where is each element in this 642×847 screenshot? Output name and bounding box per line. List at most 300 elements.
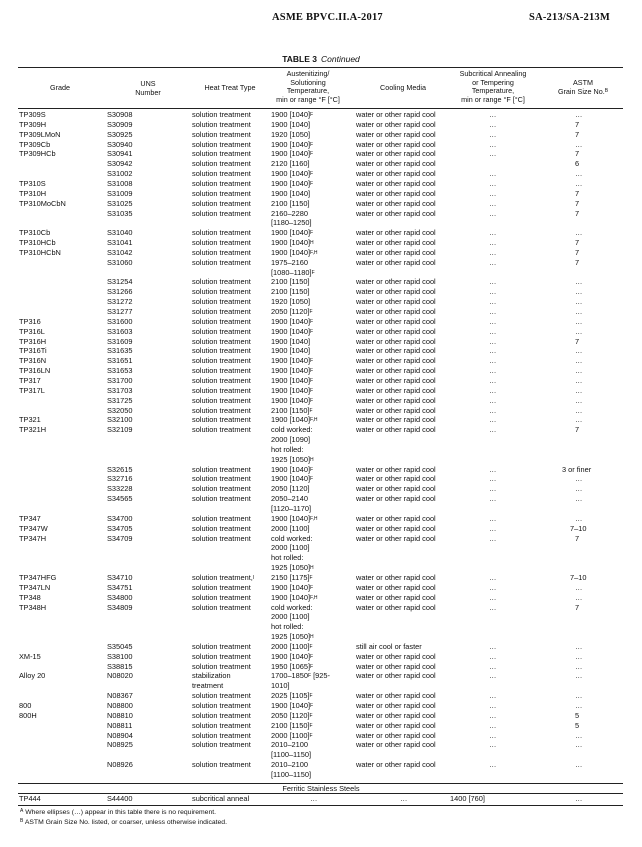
cell-cooling: water or other rapid cool (356, 297, 436, 307)
cell-cooling: water or other rapid cool (356, 760, 436, 770)
cell-heat-treat: solution treatment (192, 592, 251, 602)
cell-uns: N08367 (107, 691, 133, 701)
cell-astm: … (575, 169, 583, 179)
table-row (0, 563, 642, 573)
table-row (0, 376, 642, 386)
cell-temperature: 1900 $[1040]^F$ (271, 178, 314, 188)
cell-heat-treat: solution treatment (192, 139, 251, 149)
cell-temperature: 1925 $[1050]^H$ (271, 454, 314, 464)
cell-temperature: 2010–2100 (271, 740, 308, 750)
cell-grade: TP316H (19, 336, 47, 346)
cell-temperature: 2100 $[1150]^F$ (271, 720, 313, 730)
cell-subcritical: … (489, 641, 497, 651)
table-row (0, 159, 642, 169)
cell-heat-treat: solution treatment (192, 740, 251, 750)
cell-cooling: water or other rapid cool (356, 247, 436, 257)
cell-cooling: water or other rapid cool (356, 592, 436, 602)
cell-temperature: 1900 $[1040]^F$ (271, 149, 314, 159)
cell-temperature: 1900 $[1040]^F$ (271, 326, 314, 336)
cell-subcritical: … (489, 651, 497, 661)
cell-cooling: water or other rapid cool (356, 464, 436, 474)
col-grade: Grade (50, 83, 70, 92)
cell-grade: TP309S (19, 110, 46, 119)
cell-cooling: water or other rapid cool (356, 602, 436, 612)
cell-heat-treat: solution treatment (192, 710, 251, 720)
cell-astm: … (575, 760, 583, 770)
cell-temperature: 2050 $[1120]^F$ (271, 710, 313, 720)
cell-cooling: water or other rapid cool (356, 651, 436, 661)
table-label: TABLE 3 (282, 54, 318, 64)
cell-grade: Alloy 20 (19, 671, 46, 681)
cell-uns: S31035 (107, 208, 133, 218)
cell-astm: 6 (575, 159, 580, 169)
cell-subcritical: … (489, 129, 497, 139)
cell-subcritical: … (489, 228, 497, 238)
cell-uns: S31603 (107, 326, 133, 336)
cell-uns: S32100 (107, 415, 133, 425)
cell-cooling: water or other rapid cool (356, 740, 436, 750)
cell-uns: S38815 (107, 661, 133, 671)
cell-temperature: hot rolled: (271, 444, 304, 454)
cell-uns: N08020 (107, 671, 133, 681)
table-row (0, 435, 642, 445)
table-row (0, 386, 642, 396)
cell-astm: … (575, 356, 583, 366)
cell-uns: S31040 (107, 228, 133, 238)
cell-uns: S38100 (107, 651, 133, 661)
cell-astm: … (575, 651, 583, 661)
cell-temperature: 2000 [1090] (271, 435, 311, 445)
cell-grade: XM-15 (19, 651, 41, 661)
cell-temperature: 2100 $[1150]^F$ (271, 405, 313, 415)
cell-uns: S31002 (107, 169, 133, 179)
cell-uns: S30940 (107, 139, 133, 149)
cell-cooling: water or other rapid cool (356, 710, 436, 720)
table-row (0, 248, 642, 258)
cell-uns: N08811 (107, 720, 133, 730)
cell-cooling: water or other rapid cool (356, 277, 436, 287)
cell-heat-treat: solution treatment (192, 356, 251, 366)
cell-temperature: 2050 $[1120]^F$ (271, 307, 313, 316)
cell-subcritical: … (489, 326, 497, 336)
table-row (0, 671, 642, 681)
table-row (0, 317, 642, 327)
cell-uns: S31041 (107, 238, 133, 248)
table-row (0, 356, 642, 366)
cell-temperature: 2000 $[1100]^F$ (271, 730, 313, 740)
table-row (0, 149, 642, 159)
cell-temperature: 1900 $[1040]^F$ (271, 110, 314, 119)
cell-uns: S35045 (107, 641, 133, 651)
cell-heat-treat: solution treatment (192, 287, 251, 297)
cell-temperature: [1100–1150] (271, 769, 312, 779)
cell-subcritical: … (489, 582, 497, 592)
cell-heat-treat: solution treatment (192, 602, 251, 612)
cell-cooling: water or other rapid cool (356, 395, 436, 405)
cell-heat-treat: solution treatment (192, 641, 251, 651)
cell-grade: TP347HFG (19, 572, 57, 582)
cell-subcritical: … (489, 405, 497, 415)
cell-astm: 7–10 (570, 523, 587, 533)
cell-heat-treat: solution treatment (192, 513, 251, 523)
cell-subcritical: … (489, 356, 497, 366)
cell-cooling: water or other rapid cool (356, 484, 436, 494)
table-row (0, 199, 642, 209)
cell-temperature: 1900 $[1040]^F$ (271, 228, 314, 238)
cell-cooling: water or other rapid cool (356, 336, 436, 346)
cell-temperature: cold worked: (271, 533, 313, 543)
cell-heat-treat: solution treatment (192, 464, 251, 474)
table-row (0, 258, 642, 268)
cell-subcritical: … (489, 425, 497, 435)
table-row (0, 504, 642, 514)
cell-heat-treat: solution treatment (192, 228, 251, 238)
cell-grade: TP347 (19, 513, 41, 523)
table-row (0, 228, 642, 238)
cell-subcritical: … (489, 188, 497, 198)
col-heat-treat: Heat Treat Type (204, 83, 256, 92)
cell-uns: S34700 (107, 513, 133, 523)
table-header-rule (18, 108, 623, 109)
cell-astm: … (575, 494, 583, 504)
cell-subcritical: … (489, 671, 497, 681)
cell-astm: 7 (575, 208, 580, 218)
cell-astm: 5 (575, 720, 580, 730)
cell-temperature: 1900 $[1040]^F$ (271, 651, 314, 661)
cell-temperature: 1900 [1040] (271, 188, 311, 198)
cell-cooling: water or other rapid cool (356, 730, 436, 740)
cell-grade: TP309LMoN (19, 129, 61, 139)
cell-grade: TP310HCbN (19, 247, 61, 257)
cell-astm: … (575, 395, 583, 405)
cell-subcritical: … (489, 494, 497, 504)
cell-grade: TP309Cb (19, 139, 51, 149)
cell-subcritical: … (489, 287, 497, 297)
cell-temperature: 2025 $[1105]^F$ (271, 691, 313, 701)
cell-uns: S31008 (107, 178, 133, 188)
cell-temperature: 1900 $[1040]^F$ (271, 139, 314, 149)
cell-subcritical: … (489, 523, 497, 533)
cell-grade: TP309HCb (19, 149, 56, 159)
cell-grade: TP316LN (19, 366, 51, 376)
table-row (0, 268, 642, 278)
cell-uns: S34800 (107, 592, 133, 602)
cell-grade: TP321 (19, 415, 41, 425)
cell-grade: TP321H (19, 425, 47, 435)
cell-cooling: water or other rapid cool (356, 188, 436, 198)
cell-temperature: 1900 $[1040]^{F,H}$ (271, 513, 318, 523)
cell-heat-treat: solution treatment (192, 238, 251, 248)
cell-uns: S31025 (107, 198, 133, 208)
cell-uns: S30908 (107, 110, 133, 119)
cell-subcritical: 1400 [760] (450, 794, 485, 803)
cell-grade: TP310MoCbN (19, 198, 66, 208)
cell-subcritical: … (489, 257, 497, 267)
cell-heat-treat: solution treatment (192, 405, 251, 415)
cell-subcritical: … (489, 149, 497, 159)
table-continued: Continued (321, 54, 360, 64)
cell-astm: 7 (575, 425, 580, 435)
cell-uns: S31725 (107, 395, 133, 405)
table-row (0, 622, 642, 632)
cell-cooling: water or other rapid cool (356, 208, 436, 218)
cell-uns: S30909 (107, 119, 133, 129)
cell-uns: S31703 (107, 385, 133, 395)
cell-temperature: 2000 [1100] (271, 523, 310, 533)
cell-heat-treat: solution treatment (192, 582, 251, 592)
cell-astm: … (575, 110, 583, 119)
cell-cooling: water or other rapid cool (356, 326, 436, 336)
cell-temperature: 2010–2100 (271, 760, 308, 770)
cell-heat-treat: solution treatment (192, 760, 251, 770)
cell-grade: TP310H (19, 188, 47, 198)
cell-grade: 800 (19, 701, 32, 710)
cell-subcritical: … (489, 110, 497, 119)
cell-cooling: water or other rapid cool (356, 671, 436, 681)
cell-subcritical: … (489, 198, 497, 208)
cell-cooling: water or other rapid cool (356, 316, 436, 326)
table-row (0, 169, 642, 179)
cell-subcritical: … (489, 760, 497, 770)
cell-subcritical: … (489, 375, 497, 385)
cell-heat-treat: subcritical anneal (192, 794, 250, 803)
cell-temperature: [1180–1250] (271, 218, 312, 228)
cell-subcritical: … (489, 474, 497, 484)
cell-heat-treat: solution treatment (192, 119, 251, 129)
table-row (0, 632, 642, 642)
cell-uns: S31635 (107, 346, 133, 356)
cell-uns: S34710 (107, 572, 133, 582)
cell-subcritical: … (489, 592, 497, 602)
table-row (0, 701, 642, 711)
cell-subcritical: … (489, 119, 497, 129)
cell-subcritical: … (489, 730, 497, 740)
table-row (0, 662, 642, 672)
cell-heat-treat: solution treatment (192, 366, 251, 376)
table-row (0, 287, 642, 297)
cell-astm: … (575, 346, 583, 356)
cell-subcritical: … (489, 415, 497, 425)
table-row (0, 189, 642, 199)
cell-temperature: hot rolled: (271, 553, 304, 563)
cell-temperature: 1900 $[1040]^{F,H}$ (271, 592, 318, 602)
table-row (0, 297, 642, 307)
cell-temperature: 1010] (271, 681, 290, 691)
cell-uns: N08810 (107, 710, 133, 720)
cell-subcritical: … (489, 395, 497, 405)
table-title (0, 54, 642, 64)
cell-subcritical: … (489, 169, 497, 179)
table-row (0, 110, 642, 120)
table-row (0, 681, 642, 691)
cell-temperature: 1900 $[1040]^{F,H}$ (271, 247, 318, 257)
cell-temperature: 1920 [1050] (271, 129, 311, 139)
cell-temperature: 1900 $[1040]^{F,H}$ (271, 415, 318, 425)
cell-astm: … (575, 582, 583, 592)
cell-cooling: water or other rapid cool (356, 159, 436, 169)
col-astm-grain: ASTM Grain Size No.$^B$ (557, 78, 609, 96)
table-row (0, 218, 642, 228)
table-row (0, 593, 642, 603)
cell-uns: S32615 (107, 464, 133, 474)
cell-astm: 7 (575, 198, 580, 208)
cell-uns: S31272 (107, 297, 133, 307)
cell-cooling: water or other rapid cool (356, 513, 436, 523)
table-row (0, 307, 642, 317)
table-row (0, 534, 642, 544)
cell-astm: … (575, 513, 583, 523)
table-row (0, 524, 642, 534)
table-row (0, 277, 642, 287)
cell-heat-treat: solution treatment (192, 425, 251, 435)
cell-subcritical: … (489, 247, 497, 257)
cell-temperature: 1900 [1040] (271, 336, 311, 346)
cell-uns: S31254 (107, 277, 133, 287)
cell-temperature: 1900 $[1040]^F$ (271, 582, 314, 592)
cell-astm: … (575, 178, 583, 188)
cell-grade: TP309H (19, 119, 47, 129)
cell-uns: S32109 (107, 425, 133, 435)
table-top-rule (18, 67, 623, 68)
cell-astm: … (575, 297, 583, 307)
cell-temperature: 2120 [1160] (271, 159, 310, 169)
cell-temperature: 2050–2140 (271, 494, 308, 504)
cell-uns: S30942 (107, 159, 133, 169)
cell-heat-treat: solution treatment (192, 375, 251, 385)
table-row-ferritic (0, 794, 642, 804)
cell-astm: 7 (575, 238, 580, 248)
cell-grade: TP316Ti (19, 346, 47, 356)
cell-heat-treat: solution treatment (192, 346, 251, 356)
cell-temperature: 2000 [1100] (271, 543, 310, 553)
cell-temperature: 1975–2160 (271, 257, 308, 267)
cell-grade: TP347LN (19, 582, 51, 592)
cell-grade: TP317 (19, 375, 41, 385)
cell-uns: S31609 (107, 336, 133, 346)
cell-subcritical: … (489, 346, 497, 356)
cell-temperature: … (310, 794, 318, 803)
table-row (0, 327, 642, 337)
cell-uns: S31042 (107, 247, 133, 257)
cell-uns: S34705 (107, 523, 133, 533)
table-row (0, 238, 642, 248)
cell-temperature: 2160–2280 (271, 208, 308, 218)
cell-uns: S31060 (107, 257, 133, 267)
cell-subcritical: … (489, 484, 497, 494)
cell-heat-treat: solution treatment (192, 159, 251, 169)
cell-uns: S31700 (107, 375, 133, 385)
table-row (0, 445, 642, 455)
cell-temperature: 1900 $[1040]^F$ (271, 316, 314, 326)
cell-cooling: water or other rapid cool (356, 307, 436, 316)
cell-cooling: water or other rapid cool (356, 139, 436, 149)
cell-cooling: water or other rapid cool (356, 257, 436, 267)
cell-heat-treat: solution treatment (192, 701, 251, 710)
cell-heat-treat: solution treatment (192, 326, 251, 336)
cell-temperature: 1900 $[1040]^F$ (271, 356, 314, 366)
cell-subcritical: … (489, 178, 497, 188)
cell-astm: … (575, 366, 583, 376)
cell-temperature: 1900 [1040] (271, 119, 311, 129)
cell-astm: … (575, 277, 583, 287)
cell-uns: N08904 (107, 730, 133, 740)
cell-heat-treat: solution treatment (192, 523, 251, 533)
document-header-right: SA-213/SA-213M (529, 12, 610, 23)
cell-grade: TP317L (19, 385, 45, 395)
cell-subcritical: … (489, 139, 497, 149)
cell-heat-treat: solution treatment (192, 178, 251, 188)
table-row (0, 603, 642, 613)
cell-heat-treat: solution treatment (192, 307, 251, 316)
cell-temperature: cold worked: (271, 425, 313, 435)
cell-uns: S34751 (107, 582, 133, 592)
table-row (0, 494, 642, 504)
cell-cooling: water or other rapid cool (356, 287, 436, 297)
cell-cooling: water or other rapid cool (356, 178, 436, 188)
cell-cooling: water or other rapid cool (356, 474, 436, 484)
cell-cooling: water or other rapid cool (356, 425, 436, 435)
table-row (0, 474, 642, 484)
cell-cooling: water or other rapid cool (356, 720, 436, 730)
cell-heat-treat: solution treatment (192, 415, 251, 425)
cell-grade: TP316L (19, 326, 45, 336)
cell-heat-treat: solution treatment (192, 149, 251, 159)
cell-cooling: water or other rapid cool (356, 129, 436, 139)
cell-temperature: 1900 $[1040]^F$ (271, 385, 314, 395)
cell-astm: … (575, 730, 583, 740)
cell-cooling: water or other rapid cool (356, 119, 436, 129)
cell-cooling: water or other rapid cool (356, 691, 436, 701)
table-row (0, 652, 642, 662)
table-row (0, 179, 642, 189)
cell-astm: 7 (575, 336, 580, 346)
cell-astm: … (575, 671, 583, 681)
cell-cooling: water or other rapid cool (356, 110, 436, 119)
cell-grade: TP310HCb (19, 238, 56, 248)
cell-heat-treat: solution treatment (192, 474, 251, 484)
table-row (0, 691, 642, 701)
cell-subcritical: … (489, 366, 497, 376)
col-uns: UNS Number (135, 79, 161, 97)
cell-heat-treat: solution treatment (192, 257, 251, 267)
cell-temperature: 1925 $[1050]^H$ (271, 563, 314, 573)
cell-temperature: [1120–1170] (271, 504, 312, 513)
cell-cooling: water or other rapid cool (356, 346, 436, 356)
cell-astm: 5 (575, 710, 580, 720)
cell-astm: … (575, 375, 583, 385)
cell-astm: … (575, 139, 583, 149)
table-row (0, 465, 642, 475)
cell-grade: 800H (19, 710, 37, 720)
cell-astm: … (575, 701, 583, 710)
cell-heat-treat: solution treatment (192, 208, 251, 218)
cell-grade: TP316N (19, 356, 47, 366)
cell-uns: S31651 (107, 356, 133, 366)
cell-astm: … (575, 326, 583, 336)
cell-uns: S44400 (107, 794, 133, 803)
cell-temperature: 1925 $[1050]^H$ (271, 632, 314, 642)
cell-heat-treat: solution treatment (192, 661, 251, 671)
cell-heat-treat: solution treatment (192, 395, 251, 405)
table-row (0, 543, 642, 553)
cell-cooling: … (400, 794, 408, 803)
cell-subcritical: … (489, 701, 497, 710)
cell-subcritical: … (489, 316, 497, 326)
cell-subcritical: … (489, 740, 497, 750)
table-row (0, 770, 642, 780)
cell-uns: N08800 (107, 701, 133, 710)
table-row (0, 573, 642, 583)
